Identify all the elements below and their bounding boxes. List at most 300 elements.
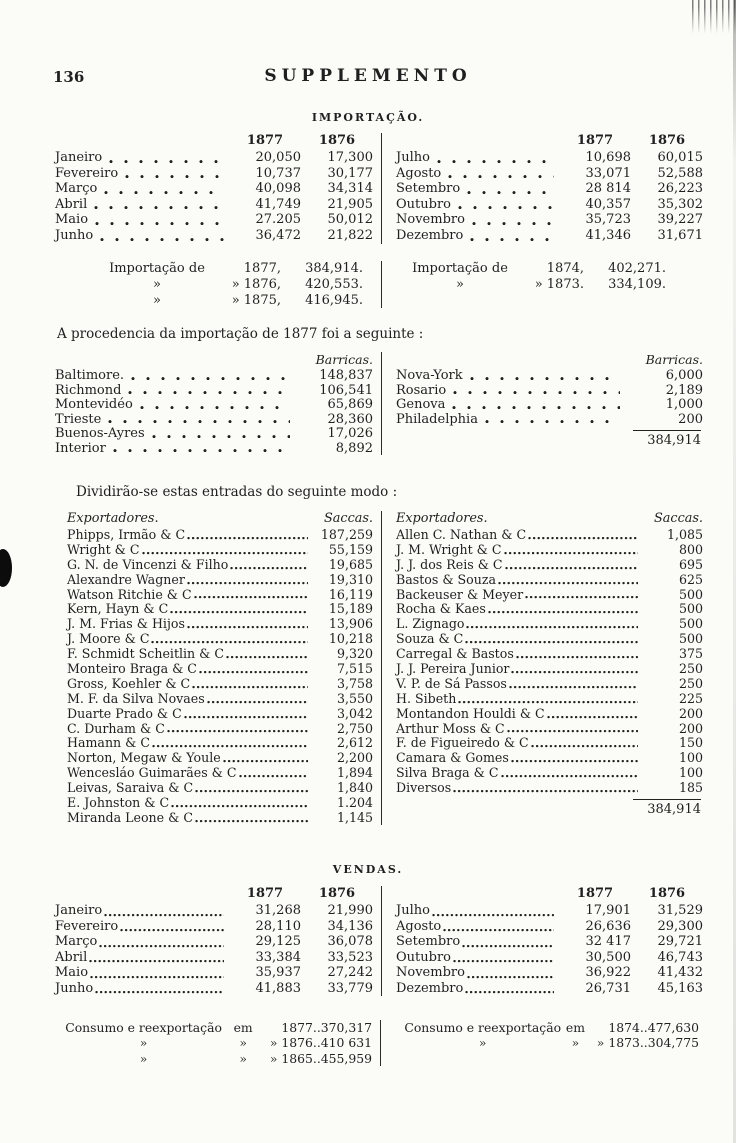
name-label: Buenos-Ayres (55, 426, 145, 441)
value-1877: 36,922 (585, 965, 631, 980)
dot-leader (467, 190, 554, 195)
value: 500 (678, 601, 703, 617)
exportadores-table (55, 511, 707, 825)
name-label: Carregal & Bastos (396, 646, 514, 662)
value-1876: 36,078 (327, 934, 373, 949)
vendas-left-half (55, 886, 381, 996)
month-rows (396, 150, 703, 244)
name-label: G. N. de Vincenzi & Filho (67, 556, 229, 572)
dot-leader (128, 390, 290, 395)
value-1876: 29,300 (657, 918, 703, 934)
value-1876: 29,721 (657, 934, 703, 949)
dot-leader (142, 550, 308, 555)
value-1877: 41,749 (255, 196, 301, 212)
table-row (67, 750, 373, 765)
dot-leader (90, 974, 224, 979)
unit-header (55, 352, 373, 368)
value: 1,145 (336, 809, 373, 825)
year-header-row (55, 133, 373, 150)
month-label: Novembro (396, 212, 465, 228)
month-row (396, 903, 703, 919)
vendas-right-half (381, 886, 707, 996)
value-1877: 40,098 (255, 181, 301, 197)
dot-leader (140, 405, 290, 410)
name-label: Silva Braga & C (396, 765, 499, 781)
value: 200 (678, 411, 703, 427)
table-row (396, 572, 703, 587)
table-row (396, 735, 703, 750)
page-number: 136 (53, 68, 85, 86)
column-header-row (67, 511, 373, 527)
table-row (67, 810, 373, 825)
month-rows (396, 903, 703, 996)
value: 187,259 (320, 527, 373, 542)
month-row (55, 166, 373, 182)
month-label: Dezembro (396, 980, 464, 996)
consumo-totals (55, 1020, 707, 1066)
name-label: Philadelphia (396, 411, 478, 427)
table-row (396, 691, 703, 706)
value-1877: 36,472 (255, 227, 301, 243)
consumo-year: 1877.. (281, 1020, 321, 1035)
month-rows (55, 150, 373, 244)
name-label: Backeuser & Meyer (396, 586, 524, 602)
total-label: » (153, 276, 161, 292)
value-1876: 50,012 (327, 212, 373, 228)
value: 100 (678, 750, 703, 766)
importacao-totals (55, 261, 707, 308)
total-year: » 1876, (231, 276, 281, 292)
name-label: Interior (55, 440, 106, 456)
year-1877-label: 1877 (576, 133, 614, 148)
name-label: J. J. Pereira Junior (396, 661, 510, 677)
table-row (67, 691, 373, 706)
value: 250 (678, 675, 703, 691)
consumo-label: Consumo e reexportação (404, 1020, 562, 1035)
exportadores-intro: Dividirão-se estas entradas do seguinte modo : (76, 484, 398, 500)
value-1876: 35,302 (657, 196, 703, 212)
value: 106,541 (319, 382, 373, 398)
month-label: Julho (396, 903, 430, 918)
month-rows (55, 903, 373, 996)
table-row (55, 412, 373, 427)
dot-leader (528, 535, 638, 540)
dot-leader (504, 550, 639, 555)
name-label: J. M. Wright & C (396, 541, 502, 557)
table-row (67, 616, 373, 631)
consumo-em: » (239, 1035, 247, 1051)
table-row (396, 527, 703, 542)
consumo-total-row (58, 1051, 372, 1066)
name-label: H. Sibeth (396, 690, 457, 706)
value-1876: 33,779 (327, 980, 373, 996)
ink-blot (0, 549, 12, 587)
table-row (396, 412, 703, 427)
month-label: Abril (55, 949, 88, 965)
table-row (396, 706, 703, 721)
value-1876: 30,177 (327, 165, 373, 181)
consumo-year: » 1876.. (269, 1035, 321, 1051)
value: 2,612 (336, 735, 373, 751)
month-row (396, 981, 703, 997)
dot-leader (531, 743, 638, 748)
dot-leader (462, 943, 554, 948)
year-1876-label: 1876 (318, 133, 356, 148)
dot-leader (199, 669, 308, 674)
dot-leader (547, 714, 638, 719)
importacao-total-row (410, 261, 703, 277)
table-row (396, 721, 703, 736)
dot-leader (472, 221, 554, 226)
month-label: Setembro (396, 934, 461, 949)
origin-rows (396, 368, 703, 426)
month-row (55, 919, 373, 935)
dot-leader (167, 728, 308, 733)
value-1877: 40,357 (585, 196, 631, 212)
table-row (55, 368, 373, 383)
dot-leader (465, 639, 638, 644)
dot-leader (239, 773, 308, 778)
month-label: Outubro (396, 949, 451, 965)
dot-leader (113, 448, 290, 453)
name-label: E. Johnston & C (67, 795, 170, 811)
importacao-table (55, 133, 707, 244)
month-label: Março (55, 181, 98, 197)
value: 19,310 (328, 571, 373, 587)
dot-leader (207, 699, 308, 704)
dot-leader (184, 714, 308, 719)
dot-leader (109, 159, 224, 164)
exportadores-right-half (381, 511, 707, 825)
name-label: V. P. de Sá Passos (396, 675, 507, 691)
year-1876-label: 1876 (648, 886, 686, 901)
dot-leader (95, 221, 224, 226)
name-label: Monteiro Braga & C (67, 661, 197, 677)
dot-leader (125, 174, 224, 179)
month-row (55, 181, 373, 197)
value: 625 (678, 571, 703, 587)
total-value: 402,271. (608, 261, 666, 276)
total-label: Importação de (412, 261, 508, 276)
dot-leader (470, 376, 620, 381)
year-1877-label: 1877 (246, 133, 284, 148)
exporter-rows (67, 527, 373, 825)
table-row (55, 426, 373, 441)
table-row (396, 631, 703, 646)
consumo-label: » (139, 1035, 148, 1051)
table-row (67, 587, 373, 602)
consumo-em: em (233, 1020, 253, 1035)
value: 3,758 (336, 675, 373, 691)
value-1876: 21,990 (327, 903, 373, 918)
month-row (396, 228, 703, 244)
spacer (488, 511, 654, 527)
consumo-em: em (565, 1020, 585, 1035)
dot-leader (505, 565, 638, 570)
table-row (67, 706, 373, 721)
name-label: Wencesláo Guimarães & C (67, 765, 237, 781)
spacer (396, 886, 559, 903)
name-label: Norton, Megaw & Youle (67, 750, 221, 766)
total-label: Importação de (109, 261, 205, 276)
value: 100 (678, 765, 703, 781)
dot-leader (511, 669, 638, 674)
value-1877: 35,723 (585, 212, 631, 228)
value-1876: 17,300 (327, 150, 373, 165)
dot-leader (458, 699, 638, 704)
consumo-total-row (58, 1020, 372, 1035)
value: 8,892 (335, 440, 373, 456)
value: 13,906 (328, 616, 373, 632)
value-1876: 34,136 (327, 918, 373, 934)
total-year: » 1873. (534, 276, 584, 292)
name-label: Gross, Koehler & C (67, 675, 191, 691)
month-label: Agosto (396, 165, 442, 181)
value: 225 (678, 690, 703, 706)
value-1876: 52,588 (657, 165, 703, 181)
dot-leader (120, 927, 224, 932)
value: 65,869 (327, 397, 373, 412)
table-row (67, 601, 373, 616)
value: 150 (678, 735, 703, 751)
table-row (67, 735, 373, 750)
value-1876: 46,743 (657, 949, 703, 965)
totals-left (55, 261, 381, 308)
value: 28,360 (327, 411, 373, 427)
month-label: Junho (55, 980, 94, 996)
name-label: M. F. da Silva Novaes (67, 690, 205, 706)
year-1876-label: 1876 (318, 886, 356, 901)
value: 55,159 (328, 541, 373, 557)
dot-leader (171, 803, 308, 808)
value-1877: 10,737 (255, 165, 301, 181)
exportadores-total: 384,914 (647, 802, 701, 818)
value-1877: 28,110 (255, 918, 301, 934)
value: 1,840 (336, 780, 373, 796)
saccas-column-label: Saccas. (324, 511, 373, 526)
year-1877-label: 1877 (576, 886, 614, 901)
value-1877: 27.205 (255, 212, 301, 228)
value-1877: 28 814 (585, 181, 631, 197)
vendas-table (55, 886, 707, 996)
dot-leader (525, 594, 638, 599)
dot-leader (187, 535, 308, 540)
value-1876: 21,905 (327, 196, 373, 212)
dot-leader (501, 773, 638, 778)
spacer (396, 133, 559, 150)
dot-leader (507, 728, 638, 733)
name-label: Rosario (396, 382, 447, 398)
barricas-label: Barricas. (645, 352, 703, 367)
table-row (67, 721, 373, 736)
dot-leader (466, 624, 638, 629)
total-rule (633, 799, 701, 800)
dot-leader (443, 927, 554, 932)
value-1877: 41,883 (255, 980, 301, 996)
month-row (396, 950, 703, 966)
value: 15,189 (328, 601, 373, 617)
procedencia-total: 384,914 (647, 433, 701, 448)
consumo-em: » (239, 1050, 247, 1066)
table-row (67, 542, 373, 557)
name-label: J. Moore & C (67, 631, 150, 647)
value: 16,119 (328, 586, 373, 602)
name-label: Rocha & Kaes (396, 601, 486, 617)
spacer (55, 133, 229, 150)
value-1877: 26,731 (585, 980, 631, 996)
month-row (55, 950, 373, 966)
table-row (396, 616, 703, 631)
importacao-right-half (381, 133, 707, 244)
procedencia-left-half (55, 352, 381, 455)
saccas-column-label: Saccas. (654, 511, 703, 526)
table-row (396, 397, 703, 412)
spacer (55, 886, 229, 903)
name-label: Nova-York (396, 368, 463, 383)
value: 2,200 (336, 750, 373, 766)
table-row (67, 557, 373, 572)
consumo-value: 410 631 (320, 1035, 373, 1051)
name-label: Montevidéo (55, 397, 133, 412)
month-row (55, 981, 373, 997)
total-value: 416,945. (305, 292, 363, 308)
consumo-left (55, 1020, 381, 1066)
month-row (396, 934, 703, 950)
value-1877: 33,071 (585, 165, 631, 181)
month-row (55, 150, 373, 166)
value-1877: 35,937 (255, 965, 301, 980)
procedencia-intro: A procedencia da importação de 1877 foi a seguinte : (57, 326, 424, 342)
value: 2,750 (336, 720, 373, 736)
value-1876: 41,432 (657, 965, 703, 980)
dot-leader (437, 159, 554, 164)
dot-leader (187, 580, 308, 585)
table-row (55, 397, 373, 412)
dot-leader (458, 205, 554, 210)
value: 500 (678, 616, 703, 632)
consumo-label: Consumo e reexportação (65, 1020, 222, 1035)
total-label: » (456, 276, 464, 292)
value: 10,218 (328, 631, 373, 647)
month-label: Julho (396, 150, 430, 165)
dot-leader (100, 237, 224, 242)
name-label: Phipps, Irmão & C (67, 527, 186, 542)
month-row (55, 903, 373, 919)
name-label: Arthur Moss & C (396, 720, 505, 736)
year-header-row (396, 886, 703, 903)
dot-leader (509, 684, 638, 689)
table-row (55, 383, 373, 398)
spacer (159, 511, 324, 527)
value: 1,000 (665, 397, 703, 412)
dot-leader (453, 958, 554, 963)
dot-leader (195, 818, 308, 823)
month-row (55, 965, 373, 981)
month-label: Janeiro (55, 150, 103, 165)
value: 1,085 (666, 527, 703, 542)
month-label: Agosto (396, 918, 442, 934)
table-row (396, 750, 703, 765)
year-1877-label: 1877 (246, 886, 284, 901)
year-header-row (396, 133, 703, 150)
month-label: Novembro (396, 965, 465, 980)
spacer (396, 352, 646, 368)
dot-leader (432, 912, 554, 917)
dot-leader (151, 639, 308, 644)
table-row (55, 441, 373, 456)
consumo-label: » (478, 1035, 487, 1051)
value: 800 (678, 541, 703, 557)
dot-leader (192, 684, 308, 689)
dot-leader (516, 654, 638, 659)
month-row (396, 212, 703, 228)
importacao-left-half (55, 133, 381, 244)
consumo-total-row (403, 1020, 699, 1035)
month-row (396, 181, 703, 197)
consumo-label: » (139, 1050, 148, 1066)
value-1876: 33,523 (327, 949, 373, 965)
value-1877: 26,636 (585, 918, 631, 934)
value: 6,000 (665, 368, 703, 383)
table-row (67, 795, 373, 810)
value: 200 (678, 720, 703, 736)
dot-leader (470, 237, 554, 242)
name-label: Montandon Houldi & C (396, 705, 545, 721)
table-row (396, 601, 703, 616)
consumo-value: 455,959 (320, 1050, 373, 1066)
dot-leader (170, 609, 308, 614)
table-row (396, 383, 703, 398)
exporter-rows (396, 527, 703, 795)
month-label: Outubro (396, 196, 451, 212)
value: 148,837 (319, 368, 373, 383)
dot-leader (131, 376, 290, 381)
value: 185 (678, 780, 703, 796)
month-label: Fevereiro (55, 918, 119, 934)
unit-header (396, 352, 703, 368)
consumo-year: » 1865.. (269, 1050, 321, 1066)
month-row (396, 166, 703, 182)
table-row (67, 765, 373, 780)
origin-rows (55, 368, 373, 455)
value: 7,515 (336, 661, 373, 677)
name-label: Trieste (55, 411, 102, 427)
table-row (396, 780, 703, 795)
value-1876: 21,822 (327, 227, 373, 243)
value-1876: 31,671 (657, 227, 703, 243)
name-label: C. Durham & C (67, 720, 165, 736)
table-row (396, 646, 703, 661)
dot-leader (230, 565, 308, 570)
importacao-total-row (107, 261, 373, 277)
name-label: F. de Figueiredo & C (396, 735, 529, 751)
name-label: Diversos (396, 780, 452, 796)
dot-leader (108, 419, 290, 424)
value: 500 (678, 631, 703, 647)
importacao-total-row (410, 277, 703, 293)
importacao-heading: IMPORTAÇÃO. (311, 111, 425, 124)
month-label: Maio (55, 212, 89, 228)
consumo-right (381, 1020, 707, 1066)
dot-leader (511, 758, 638, 763)
value-1876: 45,163 (657, 980, 703, 996)
exportadores-column-label: Exportadores. (396, 511, 488, 526)
dot-leader (187, 624, 308, 629)
consumo-total-row (403, 1035, 699, 1050)
dot-leader (465, 989, 554, 994)
vendas-heading: VENDAS. (332, 863, 404, 876)
consumo-year: 1874.. (608, 1020, 648, 1035)
